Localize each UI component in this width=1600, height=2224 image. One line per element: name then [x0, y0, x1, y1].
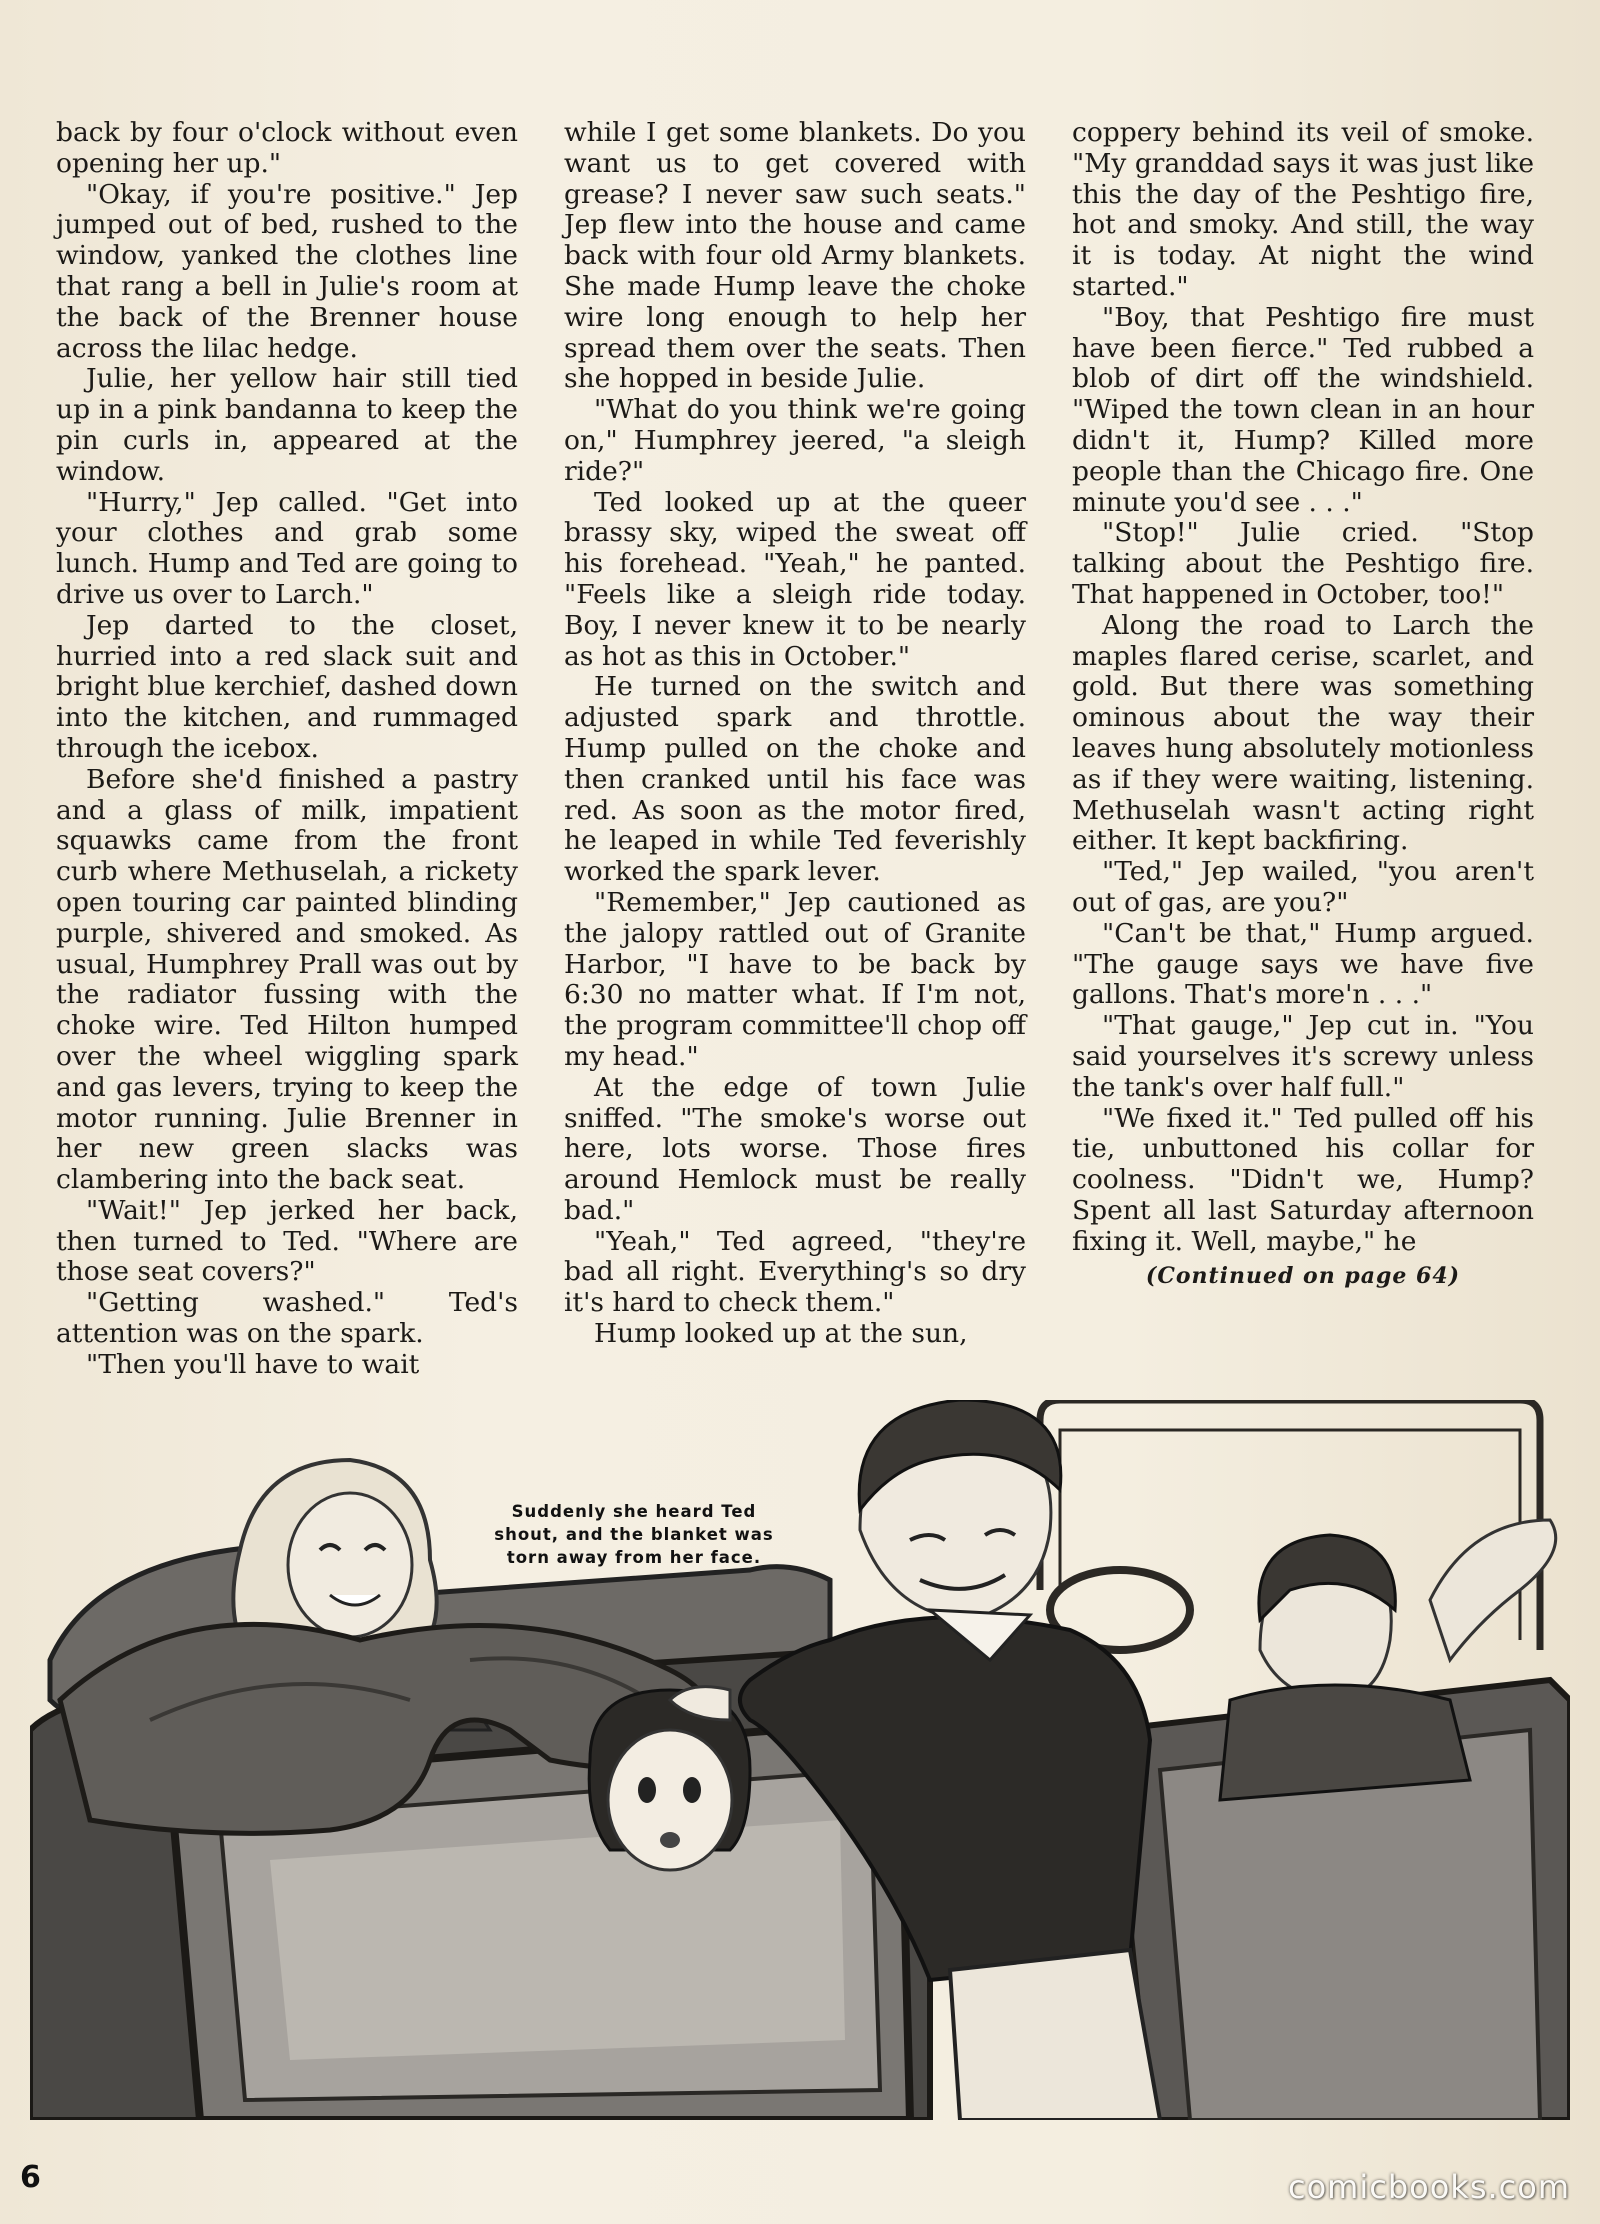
story-text [56, 118, 1534, 1408]
paragraph: "What do you think we're going on," Humphrey jeered, "a sleigh ride?" [564, 394, 1026, 487]
paragraph: Jep darted to the closet, hurried into a red slack suit and bright blue kerchief, dashed down into the kitchen, and rummaged through the icebox. [56, 609, 518, 764]
paragraph: coppery behind its veil of smoke. "My granddad says it was just like this the day of the Peshtigo fire, hot and smoky. And still, the way it is today. At night the wind started." [1072, 117, 1534, 302]
paragraph: Hump looked up at the sun, [594, 1318, 968, 1350]
paragraph: He turned on the switch and adjusted spark and throttle. Hump pulled on the choke and then cranked until his face was red. As soon as the motor fired, he leaped in while Ted feverishly worked the spark lever. [564, 671, 1026, 888]
paragraph: At the edge of town Julie sniffed. "The smoke's worse out here, lots worse. Those fires around Hemlock must be really bad." [564, 1071, 1026, 1226]
paragraph: "Wait!" Jep jerked her back, then turned to Ted. "Where are those seat covers?" [56, 1194, 518, 1288]
column-2 [564, 118, 1026, 1408]
paragraph: Along the road to Larch the maples flared cerise, scarlet, and gold. But there was something ominous about the way their leaves hung absolutely motionless as if they were waiting, listening. Methuselah wasn't acting right either. It kept backfiring. [1072, 609, 1534, 857]
paragraph: while I get some blankets. Do you want us to get covered with grease? I never saw such seats." Jep flew into the house and came back with four old Army blankets. She made Hump leave the choke wire long enough to help her spread them over the seats. Then she hopped in beside Julie. [564, 117, 1026, 395]
paragraph: "Boy, that Peshtigo fire must have been fierce." Ted rubbed a blob of dirt off the windshield. "Wiped the town clean in an hour didn't it, Hump? Killed more people than the Chicago fire. One minute you'd see . . ." [1072, 301, 1534, 518]
paragraph: Before she'd finished a pastry and a glass of milk, impatient squawks came from the front curb where Methuselah, a rickety open touring car painted blinding purple, shivered and smoked. As usual, Humphrey Prall was out by the radiator fussing with the choke wire. Ted Hilton humped over the wheel wiggling spark and gas levers, trying to keep the motor running. Julie Brenner in her new green slacks was clambering into the back seat. [56, 763, 518, 1196]
column-3 [1072, 118, 1534, 1408]
paragraph: "Okay, if you're positive." Jep jumped out of bed, rushed to the window, yanked the clothes line that rang a bell in Julie's room at the back of the Brenner house across the lilac hedge. [56, 178, 518, 364]
boy-trousers [950, 1950, 1160, 2120]
paragraph: "Can't be that," Hump argued. "The gauge says we have five gallons. That's more'n . . ." [1072, 917, 1534, 1011]
paragraph: "Hurry," Jep called. "Get into your clothes and grab some lunch. Hump and Ted are going to drive us over to Larch." [56, 486, 518, 610]
watermark: comicbooks.com [1287, 2168, 1570, 2206]
paragraph: "Remember," Jep cautioned as the jalopy rattled out of Granite Harbor, "I have to be back by 6:30 no matter what. If I'm not, the program committee'll chop off my head." [564, 886, 1026, 1072]
paragraph: "Ted," Jep wailed, "you aren't out of gas, are you?" [1072, 856, 1534, 918]
illustration-caption: Suddenly she heard Ted shout, and the blanket was torn away from her face. [494, 1502, 774, 1567]
paragraph: back by four o'clock without even opening her up." [56, 117, 518, 179]
paragraph: "We fixed it." Ted pulled off his tie, unbuttoned his collar for coolness. "Didn't we, Hump? Spent all last Saturday afternoon fixing it. Well, maybe," he [1072, 1102, 1534, 1257]
column-1 [56, 118, 518, 1408]
paragraph: "Then you'll have to wait [86, 1348, 420, 1380]
paragraph: "Yeah," Ted agreed, "they're bad all right. Everything's so dry it's hard to check them." [564, 1225, 1026, 1319]
paragraph: Ted looked up at the queer brassy sky, wiped the sweat off his forehead. "Yeah," he panted. "Feels like a sleigh ride today. Boy, I never knew it to be nearly as hot as this in October." [564, 486, 1026, 672]
continued-note: (Continued on page 64) [1145, 1263, 1461, 1290]
paragraph: "That gauge," Jep cut in. "You said yourselves it's screwy unless the tank's over half full." [1072, 1010, 1534, 1103]
story-illustration [30, 1400, 1570, 2120]
paragraph: "Getting washed." Ted's attention was on the spark. [56, 1287, 518, 1350]
paragraph: "Stop!" Julie cried. "Stop talking about the Peshtigo fire. That happened in October, too!" [1072, 517, 1534, 610]
page-number: 6 [20, 2160, 41, 2195]
paragraph: Julie, her yellow hair still tied up in a pink bandanna to keep the pin curls in, appeared at the window. [56, 363, 518, 487]
